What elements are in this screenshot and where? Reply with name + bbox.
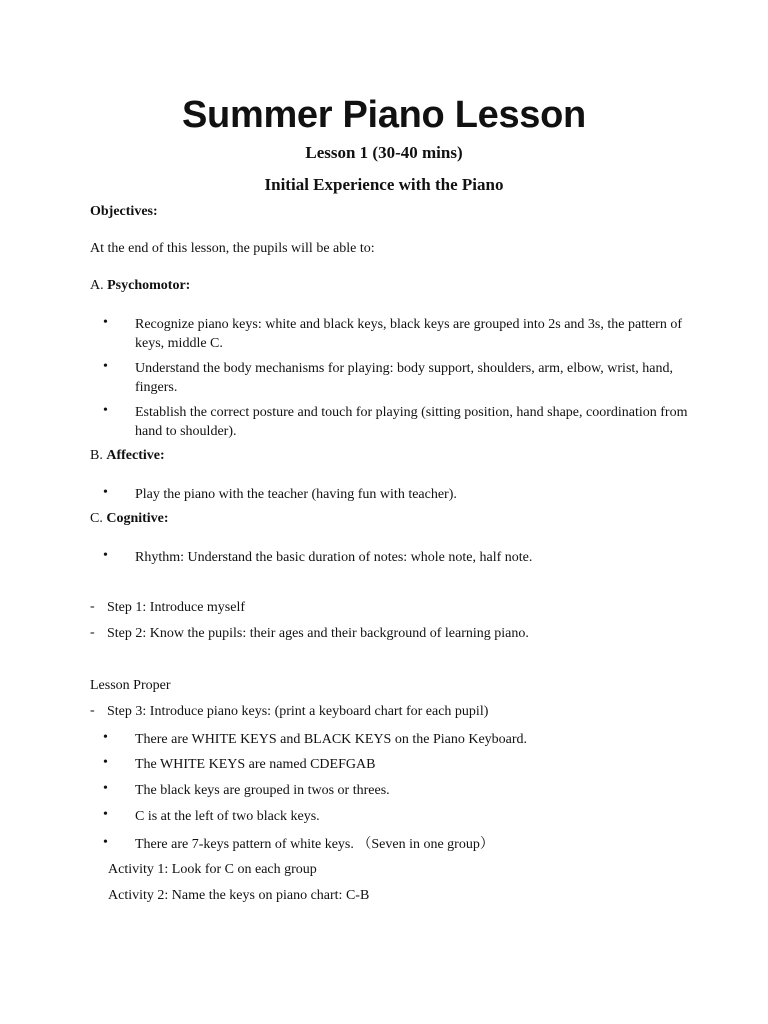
bullet-icon: • <box>103 807 108 822</box>
list-item: Recognize piano keys: white and black keys, black keys are grouped into 2s and 3s, the pattern of keys, middle C. <box>135 317 683 351</box>
dash-icon: - <box>90 625 95 640</box>
section-prefix: B. <box>90 448 107 463</box>
bullet-icon: • <box>103 835 108 850</box>
lesson-subtitle: Initial Experience with the Piano <box>264 175 504 194</box>
section-prefix: A. <box>90 278 108 293</box>
section-psychomotor-heading <box>90 278 190 294</box>
list-item: There are 7-keys pattern of white keys. （Seven in one group） <box>135 837 494 852</box>
bullet-icon: • <box>103 755 108 770</box>
section-label: Affective: <box>106 448 165 463</box>
activity-item: Activity 2: Name the keys on piano chart: C-B <box>108 888 370 903</box>
bullet-icon: • <box>103 781 108 796</box>
bullet-icon: • <box>103 730 108 745</box>
bullet-icon: • <box>103 548 108 563</box>
list-item: There are WHITE KEYS and BLACK KEYS on the Piano Keyboard. <box>135 732 528 747</box>
bullet-icon: • <box>103 315 108 330</box>
list-item: C is at the left of two black keys. <box>135 809 320 824</box>
section-cognitive-heading <box>90 511 169 527</box>
bullet-icon: • <box>103 359 108 374</box>
list-item: Establish the correct posture and touch for playing (sitting position, hand shape, coordination from hand to shoulder). <box>135 405 688 439</box>
section-affective-heading <box>90 448 165 464</box>
dash-icon: - <box>90 703 95 718</box>
objectives-intro: At the end of this lesson, the pupils will be able to: <box>90 241 375 256</box>
objectives-heading: Objectives: <box>90 204 158 219</box>
list-item: The black keys are grouped in twos or threes. <box>135 783 390 798</box>
list-item: Understand the body mechanisms for playing: body support, shoulders, arm, elbow, wrist, hand, fingers. <box>135 361 674 395</box>
lesson-proper-heading: Lesson Proper <box>90 678 171 693</box>
step-item: Step 2: Know the pupils: their ages and their background of learning piano. <box>107 626 529 641</box>
section-prefix: C. <box>90 511 107 526</box>
activity-item: Activity 1: Look for C on each group <box>108 862 317 877</box>
page-title: Summer Piano Lesson <box>182 94 586 136</box>
dash-icon: - <box>90 599 95 614</box>
bullet-icon: • <box>103 485 108 500</box>
section-label: Cognitive: <box>106 511 169 526</box>
section-label: Psychomotor: <box>107 278 191 293</box>
bullet-icon: • <box>103 403 108 418</box>
list-item: Play the piano with the teacher (having fun with teacher). <box>135 487 457 502</box>
list-item: The WHITE KEYS are named CDEFGAB <box>135 757 376 772</box>
lesson-number: Lesson 1 (30-40 mins) <box>305 143 463 162</box>
step-item: Step 3: Introduce piano keys: (print a keyboard chart for each pupil) <box>107 704 489 719</box>
step-item: Step 1: Introduce myself <box>107 600 246 615</box>
list-item: Rhythm: Understand the basic duration of notes: whole note, half note. <box>135 550 533 565</box>
